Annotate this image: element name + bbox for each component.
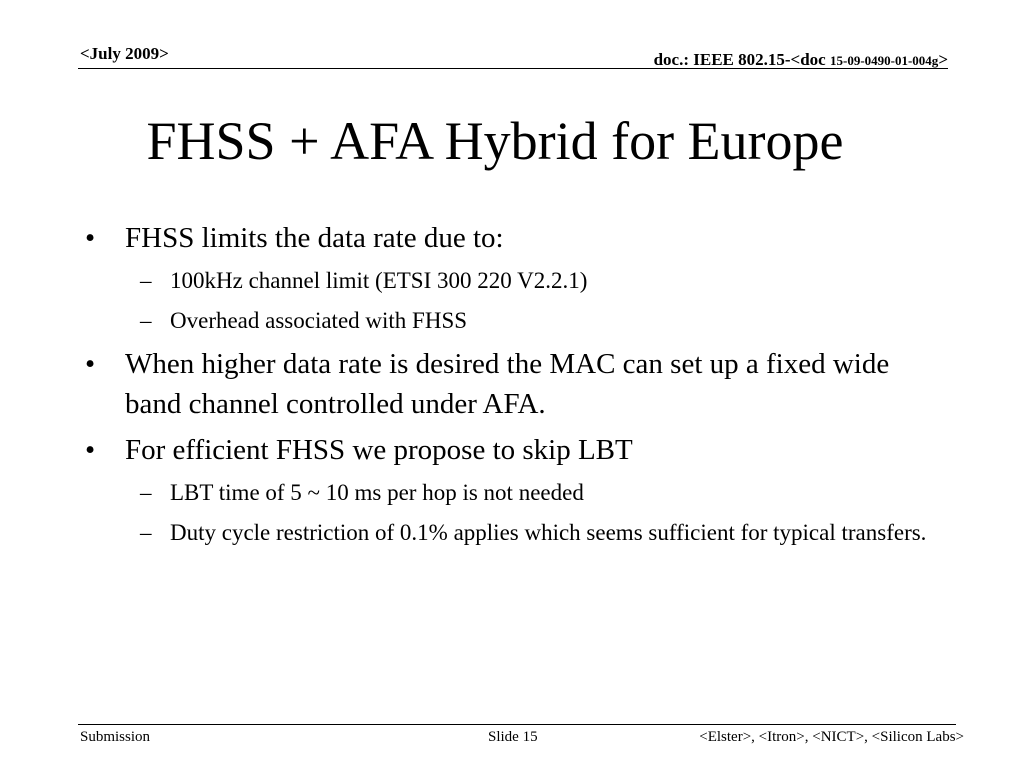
sub-mark: – xyxy=(140,268,152,293)
slide-title: FHSS + AFA Hybrid for Europe xyxy=(146,111,844,171)
header-doc-suffix: > xyxy=(938,50,948,69)
sub-item xyxy=(84,304,934,338)
bullet-mark: • xyxy=(85,222,96,254)
footer-authors: <Elster>, <Itron>, <NICT>, <Silicon Labs> xyxy=(699,729,964,745)
footer-rule xyxy=(78,724,956,725)
footer-submission: Submission xyxy=(80,729,151,745)
bullet-item xyxy=(84,344,934,424)
header-doc-number: 15-09-0490-01-004g xyxy=(829,53,939,68)
sub-mark: – xyxy=(140,308,152,333)
header-doc-id xyxy=(654,50,948,70)
bullet-text: When higher data rate is desired the MAC can set up a fixed wide band channel controlled under AFA. xyxy=(125,348,890,420)
bullet-item xyxy=(84,218,934,258)
sub-text: Overhead associated with FHSS xyxy=(170,308,468,333)
sub-text: Duty cycle restriction of 0.1% applies which seems sufficient for typical transfers. xyxy=(170,520,927,545)
sub-list xyxy=(84,476,934,550)
sub-mark: – xyxy=(140,480,152,505)
sub-list xyxy=(84,264,934,338)
header-rule xyxy=(78,68,948,69)
sub-mark: – xyxy=(140,520,152,545)
bullet-item xyxy=(84,430,934,470)
sub-item xyxy=(84,476,934,510)
bullet-mark: • xyxy=(85,348,96,380)
bullet-list xyxy=(84,218,934,556)
header-doc-prefix: doc.: IEEE 802.15-<doc xyxy=(653,50,830,69)
bullet-mark: • xyxy=(85,434,96,466)
sub-text: 100kHz channel limit (ETSI 300 220 V2.2.1) xyxy=(170,268,588,293)
sub-text: LBT time of 5 ~ 10 ms per hop is not needed xyxy=(170,480,584,505)
bullet-text: For efficient FHSS we propose to skip LBT xyxy=(125,434,633,466)
sub-item xyxy=(84,516,934,550)
bullet-text: FHSS limits the data rate due to: xyxy=(125,222,504,254)
header-date: <July 2009> xyxy=(80,44,169,63)
footer-slide-number: Slide 15 xyxy=(488,729,538,745)
sub-item xyxy=(84,264,934,298)
